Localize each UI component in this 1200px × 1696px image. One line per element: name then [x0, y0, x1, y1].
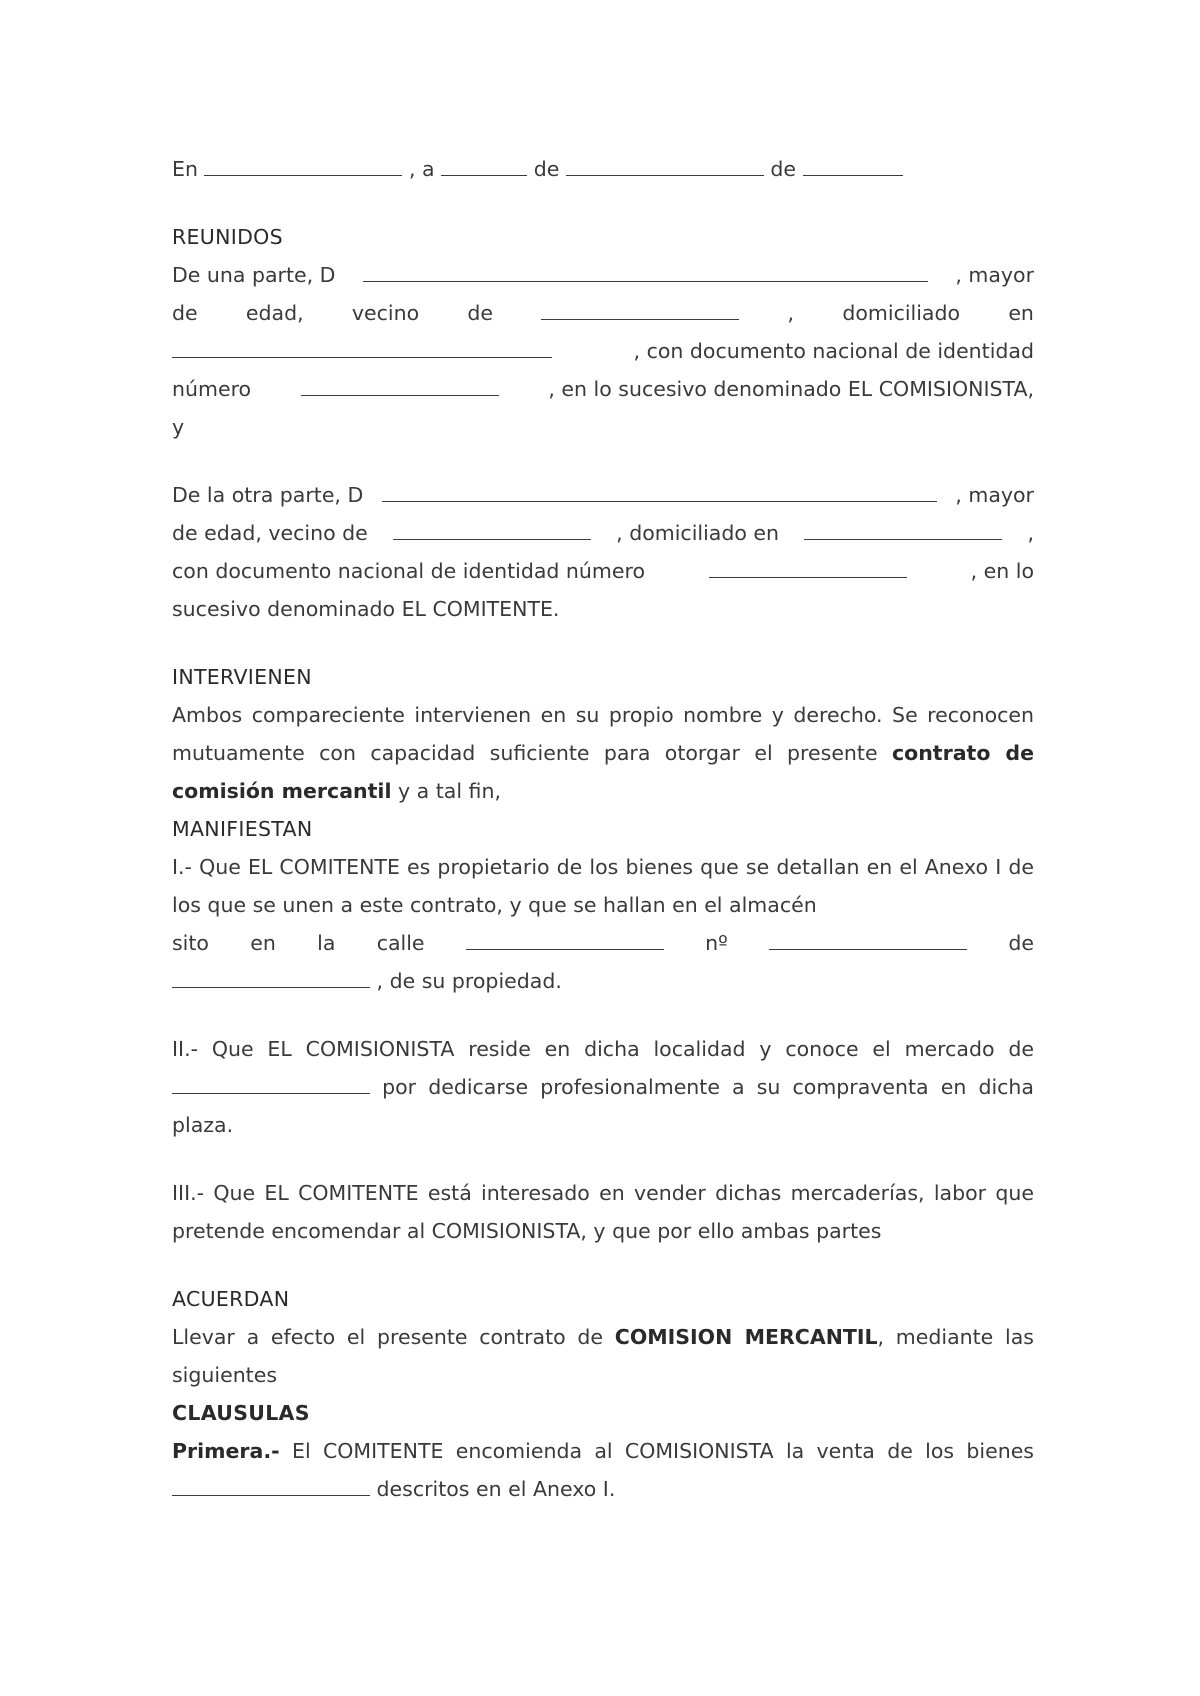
manifiestan-i-line-4 — [172, 962, 1034, 1000]
text: número — [172, 377, 252, 401]
party2-address-blank[interactable] — [804, 519, 1002, 540]
date-line — [172, 150, 1034, 188]
reunidos-line-3 — [172, 332, 1034, 370]
contract-document — [172, 150, 1034, 1508]
text: , con documento nacional de identidad — [633, 339, 1034, 363]
reunidos-line-4 — [172, 370, 1034, 408]
heading-clausulas: CLAUSULAS — [172, 1401, 310, 1425]
text: por dedicarse profesionalmente a su compraventa en dicha plaza. — [172, 1075, 1034, 1137]
text: Llevar a efecto el presente contrato de — [172, 1325, 604, 1349]
text: Ambos compareciente intervienen en su propio nombre y derecho. Se reconocen mutuamente con capacidad suficiente para otorgar el presente — [172, 703, 1034, 765]
reunidos-line-2 — [172, 294, 1034, 332]
party1-name-blank[interactable] — [363, 261, 928, 282]
text: en — [1008, 301, 1034, 325]
day-blank[interactable] — [441, 155, 527, 176]
text: , mediante las siguientes — [172, 1325, 1034, 1387]
text: de — [172, 301, 198, 325]
party2-town-blank[interactable] — [393, 519, 591, 540]
clausula-primera — [172, 1432, 1034, 1508]
heading-manifiestan: MANIFIESTAN — [172, 817, 313, 841]
manifiestan-i-line-3 — [172, 924, 1034, 962]
otra-line-2 — [172, 514, 1034, 552]
text: , domiciliado en — [616, 521, 780, 545]
text: la — [317, 931, 336, 955]
party1-id-blank[interactable] — [301, 375, 499, 396]
party2-name-blank[interactable] — [382, 481, 937, 502]
contract-type-bold: COMISION MERCANTIL — [614, 1325, 878, 1349]
text: descritos en el Anexo I. — [376, 1477, 616, 1501]
clause-label: Primera.- — [172, 1439, 280, 1463]
otra-line-1 — [172, 476, 1034, 514]
text: edad, — [245, 301, 304, 325]
text: , mayor — [955, 263, 1034, 287]
text: El COMITENTE encomienda al COMISIONISTA la venta de los bienes — [292, 1439, 1034, 1463]
contract-type-bold: contrato de comisión mercantil — [172, 741, 1034, 803]
party1-town-blank[interactable] — [541, 299, 739, 320]
otra-line-3 — [172, 552, 1034, 590]
text: con documento nacional de identidad número — [172, 559, 646, 583]
market-blank[interactable] — [172, 1073, 370, 1094]
text: De una parte, D — [172, 263, 336, 287]
text: y a tal fin, — [398, 779, 501, 803]
date-text: En — [172, 157, 198, 181]
otra-line-4: sucesivo denominado EL COMITENTE. — [172, 597, 560, 621]
year-blank[interactable] — [803, 155, 903, 176]
date-text: de — [533, 157, 560, 181]
text: , mayor — [955, 483, 1034, 507]
city-blank[interactable] — [172, 967, 370, 988]
heading-reunidos: REUNIDOS — [172, 225, 283, 249]
text: calle — [376, 931, 425, 955]
text: , en lo — [970, 559, 1034, 583]
text: de — [467, 301, 494, 325]
text: de — [1008, 931, 1034, 955]
goods-blank[interactable] — [172, 1475, 370, 1496]
manifiestan-iii: III.- Que EL COMITENTE está interesado en vender dichas mercaderías, labor que pretende encomendar al COMISIONISTA, y que por ello ambas partes — [172, 1181, 1034, 1243]
date-text: , a — [409, 157, 435, 181]
text: sito — [172, 931, 209, 955]
place-blank[interactable] — [204, 155, 402, 176]
text: , de su propiedad. — [376, 969, 562, 993]
heading-intervienen: INTERVIENEN — [172, 665, 312, 689]
text: , — [1027, 521, 1034, 545]
street-blank[interactable] — [466, 929, 664, 950]
text: en — [250, 931, 276, 955]
text: domiciliado — [842, 301, 961, 325]
text: de edad, vecino de — [172, 521, 368, 545]
acuerdan-paragraph — [172, 1318, 1034, 1394]
text: vecino — [351, 301, 420, 325]
text: De la otra parte, D — [172, 483, 364, 507]
text: II.- Que EL COMISIONISTA reside en dicha localidad y conoce el mercado de — [172, 1037, 1034, 1061]
manifiestan-ii — [172, 1030, 1034, 1144]
party2-id-blank[interactable] — [709, 557, 907, 578]
manifiestan-i-text: I.- Que EL COMITENTE es propietario de los bienes que se detallan en el Anexo I de los que se unen a este contrato, y que se hallan en el almacén — [172, 855, 1034, 917]
reunidos-line-1 — [172, 256, 1034, 294]
month-blank[interactable] — [566, 155, 764, 176]
heading-acuerdan: ACUERDAN — [172, 1287, 290, 1311]
text: , — [787, 301, 795, 325]
text: , en lo sucesivo denominado EL COMISIONISTA, — [548, 377, 1034, 401]
date-text: de — [770, 157, 796, 181]
reunidos-line-5: y — [172, 415, 185, 439]
text: nº — [705, 931, 728, 955]
intervienen-paragraph — [172, 696, 1034, 810]
party1-address-blank[interactable] — [172, 337, 552, 358]
street-number-blank[interactable] — [769, 929, 967, 950]
